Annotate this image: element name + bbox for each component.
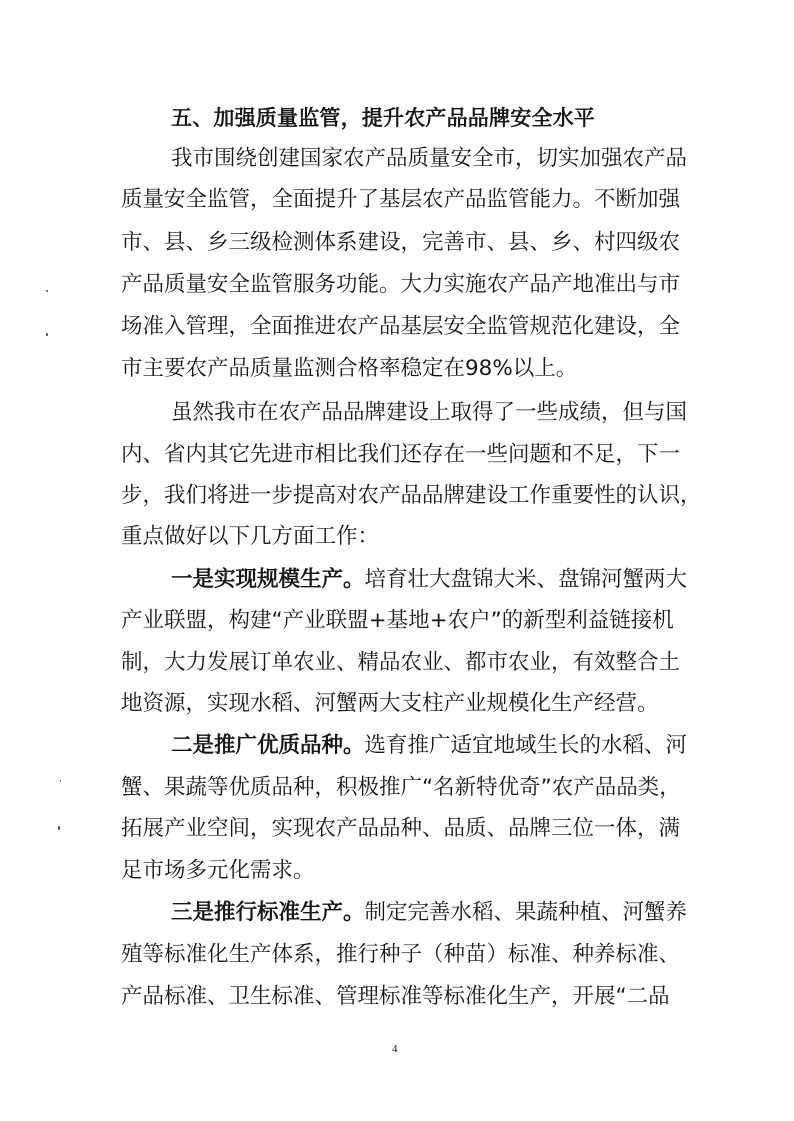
line-text: 内、省内其它先进市相比我们还存在一些问题和不足，下一 [121, 442, 681, 467]
paragraph-line [121, 440, 680, 470]
lead-phrase: 一是实现规模生产。 [171, 567, 365, 592]
paragraph-line [171, 565, 687, 595]
line-text: 选育推广适宜地域生长的水稻、河 [364, 733, 688, 758]
line-text: 足市场多元化需求。 [121, 858, 315, 883]
paragraph-line [121, 354, 577, 384]
paragraph-line [171, 144, 687, 174]
line-text: 蟹、果蔬等优质品种，积极推广“名新特优奇”农产品品类， [121, 775, 681, 800]
paragraph-line [121, 228, 680, 258]
paragraph-line [121, 522, 379, 552]
line-text: 培育壮大盘锦大米、盘锦河蟹两大 [364, 567, 688, 592]
line-text: 殖等标准化生产体系，推行种子（种苗）标准、种养标准、 [121, 942, 681, 967]
line-text: 市主要农产品质量监测合格率稳定在98%以上。 [121, 356, 578, 381]
paragraph-line [171, 898, 687, 928]
line-text: 场准入管理，全面推进农产品基层安全监管规范化建设，全 [121, 314, 681, 339]
section-heading: 五、加强质量监管，提升农产品品牌安全水平 [171, 106, 595, 130]
paragraph-line [121, 689, 659, 719]
lead-phrase: 三是推行标准生产。 [171, 900, 365, 925]
paragraph-line [121, 940, 680, 970]
line-text: 步，我们将进一步提高对农产品品牌建设工作重要性的认识， [121, 483, 702, 508]
line-text: 拓展产业空间，实现农产品品种、品质、品牌三位一体，满 [121, 816, 681, 841]
scan-speck [58, 826, 60, 830]
page-number: 4 [392, 1043, 398, 1055]
paragraph-line [121, 270, 680, 300]
paragraph-line [121, 185, 680, 215]
paragraph-line [121, 982, 670, 1012]
line-text: 市、县、乡三级检测体系建设，完善市、县、乡、村四级农 [121, 230, 681, 255]
paragraph-line [121, 856, 315, 886]
paragraph-line [121, 312, 680, 342]
line-text: 我市围绕创建国家农产品质量安全市，切实加强农产品 [171, 146, 688, 171]
lead-phrase: 二是推广优质品种。 [171, 733, 365, 758]
line-text: 虽然我市在农产品品牌建设上取得了一些成绩，但与国 [171, 400, 688, 425]
line-text: 地资源，实现水稻、河蟹两大支柱产业规模化生产经营。 [121, 691, 659, 716]
paragraph-line [121, 606, 674, 636]
line-text: 重点做好以下几方面工作： [121, 524, 380, 549]
line-text: 制定完善水稻、果蔬种植、河蟹养 [364, 900, 688, 925]
paragraph-line [121, 773, 681, 803]
scan-speck [46, 333, 48, 336]
paragraph-line [121, 814, 680, 844]
scan-speck [60, 780, 61, 782]
line-text: 产业联盟，构建“产业联盟+基地+农户”的新型利益链接机 [121, 608, 674, 633]
paragraph-line [121, 481, 702, 511]
paragraph-line [171, 731, 687, 761]
line-text: 制，大力发展订单农业、精品农业、都市农业，有效整合土 [121, 650, 681, 675]
line-text: 产品标准、卫生标准、管理标准等标准化生产，开展“二品 [121, 984, 670, 1009]
paragraph-line [171, 398, 687, 428]
line-text: 质量安全监管，全面提升了基层农产品监管能力。不断加强 [121, 187, 681, 212]
scan-speck [46, 290, 48, 292]
paragraph-line [121, 648, 680, 678]
line-text: 产品质量安全监管服务功能。大力实施农产品产地准出与市 [121, 272, 681, 297]
